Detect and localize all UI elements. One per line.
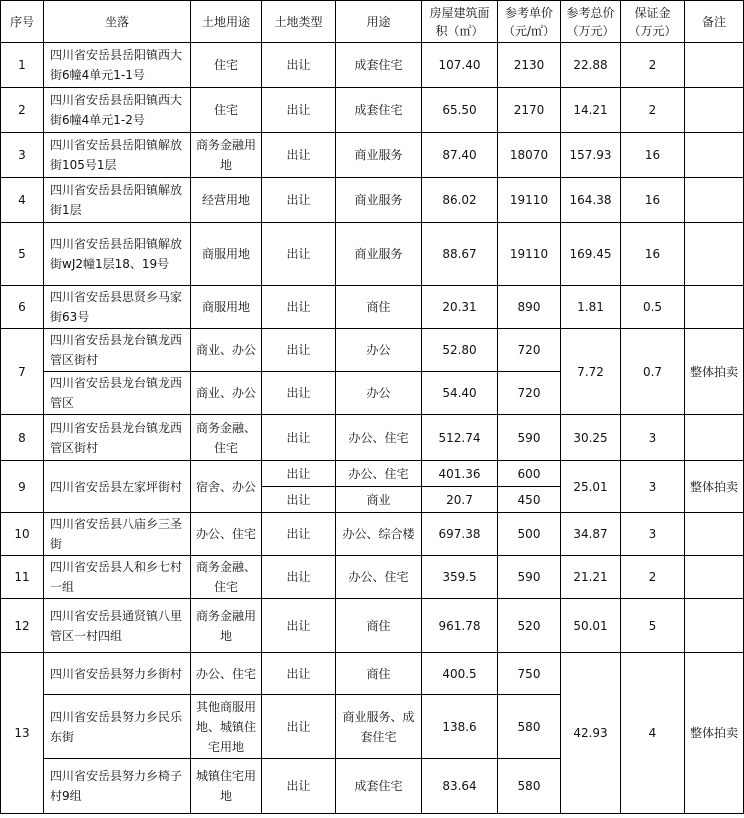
land-type-cell: 出让 — [262, 372, 336, 415]
table-row — [1, 415, 744, 461]
table-row — [1, 461, 744, 487]
area-cell: 83.64 — [422, 759, 498, 814]
total-price-cell: 7.72 — [561, 329, 621, 415]
header-unit-price: 参考单价（元/㎡） — [498, 1, 561, 43]
land-use-cell: 办公、住宅 — [191, 513, 262, 556]
land-use-cell: 商务金融用地 — [191, 133, 262, 178]
land-type-cell: 出让 — [262, 223, 336, 286]
deposit-cell: 3 — [621, 415, 685, 461]
header-land-type: 土地类型 — [262, 1, 336, 43]
purpose-cell: 商业服务 — [336, 178, 422, 223]
address-cell: 四川省安岳县龙台镇龙西管区 — [44, 372, 191, 415]
unit-price-cell: 890 — [498, 286, 561, 329]
land-use-cell: 商业、办公 — [191, 329, 262, 372]
unit-price-cell: 520 — [498, 599, 561, 653]
unit-price-cell: 600 — [498, 461, 561, 487]
land-use-cell: 住宅 — [191, 43, 262, 88]
address-cell: 四川省安岳县岳阳镇解放街wJ2幢1层18、19号 — [44, 223, 191, 286]
table-row — [1, 329, 744, 372]
area-cell: 512.74 — [422, 415, 498, 461]
purpose-cell: 成套住宅 — [336, 43, 422, 88]
row-number: 5 — [1, 223, 44, 286]
land-use-cell: 商务金融、住宅 — [191, 415, 262, 461]
remark-cell — [685, 513, 744, 556]
remark-cell: 整体拍卖 — [685, 653, 744, 814]
land-use-cell: 商服用地 — [191, 286, 262, 329]
purpose-cell: 成套住宅 — [336, 88, 422, 133]
unit-price-cell: 500 — [498, 513, 561, 556]
area-cell: 88.67 — [422, 223, 498, 286]
table-row — [1, 653, 744, 695]
address-cell: 四川省安岳县龙台镇龙西管区街村 — [44, 415, 191, 461]
area-cell: 87.40 — [422, 133, 498, 178]
land-type-cell: 出让 — [262, 599, 336, 653]
unit-price-cell: 2170 — [498, 88, 561, 133]
remark-cell: 整体拍卖 — [685, 329, 744, 415]
land-type-cell: 出让 — [262, 415, 336, 461]
total-price-cell: 157.93 — [561, 133, 621, 178]
header-no: 序号 — [1, 1, 44, 43]
purpose-cell: 办公、住宅 — [336, 556, 422, 599]
unit-price-cell: 590 — [498, 556, 561, 599]
total-price-cell: 42.93 — [561, 653, 621, 814]
area-cell: 86.02 — [422, 178, 498, 223]
land-use-cell: 城镇住宅用地 — [191, 759, 262, 814]
purpose-cell: 商业服务 — [336, 223, 422, 286]
unit-price-cell: 590 — [498, 415, 561, 461]
header-area: 房屋建筑面积（㎡） — [422, 1, 498, 43]
total-price-cell: 14.21 — [561, 88, 621, 133]
header-land-use: 土地用途 — [191, 1, 262, 43]
total-price-cell: 21.21 — [561, 556, 621, 599]
row-number: 1 — [1, 43, 44, 88]
unit-price-cell: 750 — [498, 653, 561, 695]
remark-cell — [685, 133, 744, 178]
row-number: 9 — [1, 461, 44, 513]
total-price-cell: 22.88 — [561, 43, 621, 88]
header-deposit: 保证金（万元） — [621, 1, 685, 43]
row-number: 2 — [1, 88, 44, 133]
land-type-cell: 出让 — [262, 695, 336, 759]
unit-price-cell: 19110 — [498, 223, 561, 286]
deposit-cell: 2 — [621, 556, 685, 599]
deposit-cell: 16 — [621, 133, 685, 178]
table-row — [1, 599, 744, 653]
land-type-cell: 出让 — [262, 286, 336, 329]
purpose-cell: 成套住宅 — [336, 759, 422, 814]
purpose-cell: 办公、综合楼 — [336, 513, 422, 556]
purpose-cell: 商住 — [336, 286, 422, 329]
unit-price-cell: 450 — [498, 487, 561, 513]
row-number: 12 — [1, 599, 44, 653]
land-type-cell: 出让 — [262, 178, 336, 223]
purpose-cell: 办公、住宅 — [336, 461, 422, 487]
total-price-cell: 30.25 — [561, 415, 621, 461]
row-number: 4 — [1, 178, 44, 223]
address-cell: 四川省安岳县思贤乡马家街63号 — [44, 286, 191, 329]
land-type-cell: 出让 — [262, 556, 336, 599]
row-number: 3 — [1, 133, 44, 178]
address-cell: 四川省安岳县通贤镇八里管区一村四组 — [44, 599, 191, 653]
land-use-cell: 商务金融用地 — [191, 599, 262, 653]
total-price-cell: 34.87 — [561, 513, 621, 556]
land-type-cell: 出让 — [262, 88, 336, 133]
deposit-cell: 0.5 — [621, 286, 685, 329]
total-price-cell: 25.01 — [561, 461, 621, 513]
deposit-cell: 3 — [621, 461, 685, 513]
address-cell: 四川省安岳县龙台镇龙西管区街村 — [44, 329, 191, 372]
deposit-cell: 2 — [621, 88, 685, 133]
area-cell: 400.5 — [422, 653, 498, 695]
land-use-cell: 住宅 — [191, 88, 262, 133]
address-cell: 四川省安岳县岳阳镇西大街6幢4单元1-1号 — [44, 43, 191, 88]
area-cell: 52.80 — [422, 329, 498, 372]
table-row — [1, 133, 744, 178]
remark-cell — [685, 599, 744, 653]
row-number: 11 — [1, 556, 44, 599]
address-cell: 四川省安岳县人和乡七村一组 — [44, 556, 191, 599]
address-cell: 四川省安岳县左家坪街村 — [44, 461, 191, 513]
deposit-cell: 2 — [621, 43, 685, 88]
header-row — [1, 1, 744, 43]
unit-price-cell: 18070 — [498, 133, 561, 178]
total-price-cell: 50.01 — [561, 599, 621, 653]
area-cell: 961.78 — [422, 599, 498, 653]
purpose-cell: 商住 — [336, 599, 422, 653]
land-use-cell: 宿舍、办公 — [191, 461, 262, 513]
land-type-cell: 出让 — [262, 43, 336, 88]
land-type-cell: 出让 — [262, 487, 336, 513]
land-type-cell: 出让 — [262, 329, 336, 372]
address-cell: 四川省安岳县岳阳镇西大街6幢4单元1-2号 — [44, 88, 191, 133]
table-row — [1, 88, 744, 133]
total-price-cell: 169.45 — [561, 223, 621, 286]
purpose-cell: 商业服务 — [336, 133, 422, 178]
deposit-cell: 3 — [621, 513, 685, 556]
remark-cell: 整体拍卖 — [685, 461, 744, 513]
total-price-cell: 164.38 — [561, 178, 621, 223]
unit-price-cell: 720 — [498, 372, 561, 415]
area-cell: 54.40 — [422, 372, 498, 415]
total-price-cell: 1.81 — [561, 286, 621, 329]
land-type-cell: 出让 — [262, 759, 336, 814]
deposit-cell: 5 — [621, 599, 685, 653]
land-type-cell: 出让 — [262, 461, 336, 487]
remark-cell — [685, 43, 744, 88]
table-row — [1, 223, 744, 286]
deposit-cell: 4 — [621, 653, 685, 814]
purpose-cell: 商业服务、成套住宅 — [336, 695, 422, 759]
remark-cell — [685, 415, 744, 461]
unit-price-cell: 720 — [498, 329, 561, 372]
land-use-cell: 其他商服用地、城镇住宅用地 — [191, 695, 262, 759]
land-use-cell: 办公、住宅 — [191, 653, 262, 695]
address-cell: 四川省安岳县八庙乡三圣街 — [44, 513, 191, 556]
area-cell: 65.50 — [422, 88, 498, 133]
row-number: 13 — [1, 653, 44, 814]
land-use-cell: 商业、办公 — [191, 372, 262, 415]
remark-cell — [685, 223, 744, 286]
deposit-cell: 0.7 — [621, 329, 685, 415]
purpose-cell: 办公、住宅 — [336, 415, 422, 461]
land-type-cell: 出让 — [262, 133, 336, 178]
purpose-cell: 商业 — [336, 487, 422, 513]
header-remark: 备注 — [685, 1, 744, 43]
table-row — [1, 43, 744, 88]
land-type-cell: 出让 — [262, 513, 336, 556]
unit-price-cell: 580 — [498, 759, 561, 814]
area-cell: 107.40 — [422, 43, 498, 88]
address-cell: 四川省安岳县努力乡民乐东街 — [44, 695, 191, 759]
area-cell: 401.36 — [422, 461, 498, 487]
row-number: 8 — [1, 415, 44, 461]
header-total-price: 参考总价（万元） — [561, 1, 621, 43]
land-use-cell: 商务金融、住宅 — [191, 556, 262, 599]
address-cell: 四川省安岳县努力乡街村 — [44, 653, 191, 695]
land-type-cell: 出让 — [262, 653, 336, 695]
unit-price-cell: 580 — [498, 695, 561, 759]
area-cell: 138.6 — [422, 695, 498, 759]
address-cell: 四川省安岳县岳阳镇解放街1层 — [44, 178, 191, 223]
purpose-cell: 办公 — [336, 329, 422, 372]
deposit-cell: 16 — [621, 223, 685, 286]
unit-price-cell: 2130 — [498, 43, 561, 88]
address-cell: 四川省安岳县努力乡椅子村9组 — [44, 759, 191, 814]
area-cell: 20.31 — [422, 286, 498, 329]
deposit-cell: 16 — [621, 178, 685, 223]
row-number: 7 — [1, 329, 44, 415]
remark-cell — [685, 88, 744, 133]
land-use-cell: 经营用地 — [191, 178, 262, 223]
remark-cell — [685, 556, 744, 599]
table-row — [1, 178, 744, 223]
table-row — [1, 286, 744, 329]
header-purpose: 用途 — [336, 1, 422, 43]
table-row — [1, 513, 744, 556]
purpose-cell: 办公 — [336, 372, 422, 415]
purpose-cell: 商住 — [336, 653, 422, 695]
row-number: 6 — [1, 286, 44, 329]
area-cell: 20.7 — [422, 487, 498, 513]
header-address: 坐落 — [44, 1, 191, 43]
remark-cell — [685, 286, 744, 329]
table-row — [1, 556, 744, 599]
address-cell: 四川省安岳县岳阳镇解放街105号1层 — [44, 133, 191, 178]
row-number: 10 — [1, 513, 44, 556]
area-cell: 697.38 — [422, 513, 498, 556]
unit-price-cell: 19110 — [498, 178, 561, 223]
remark-cell — [685, 178, 744, 223]
area-cell: 359.5 — [422, 556, 498, 599]
land-use-cell: 商服用地 — [191, 223, 262, 286]
